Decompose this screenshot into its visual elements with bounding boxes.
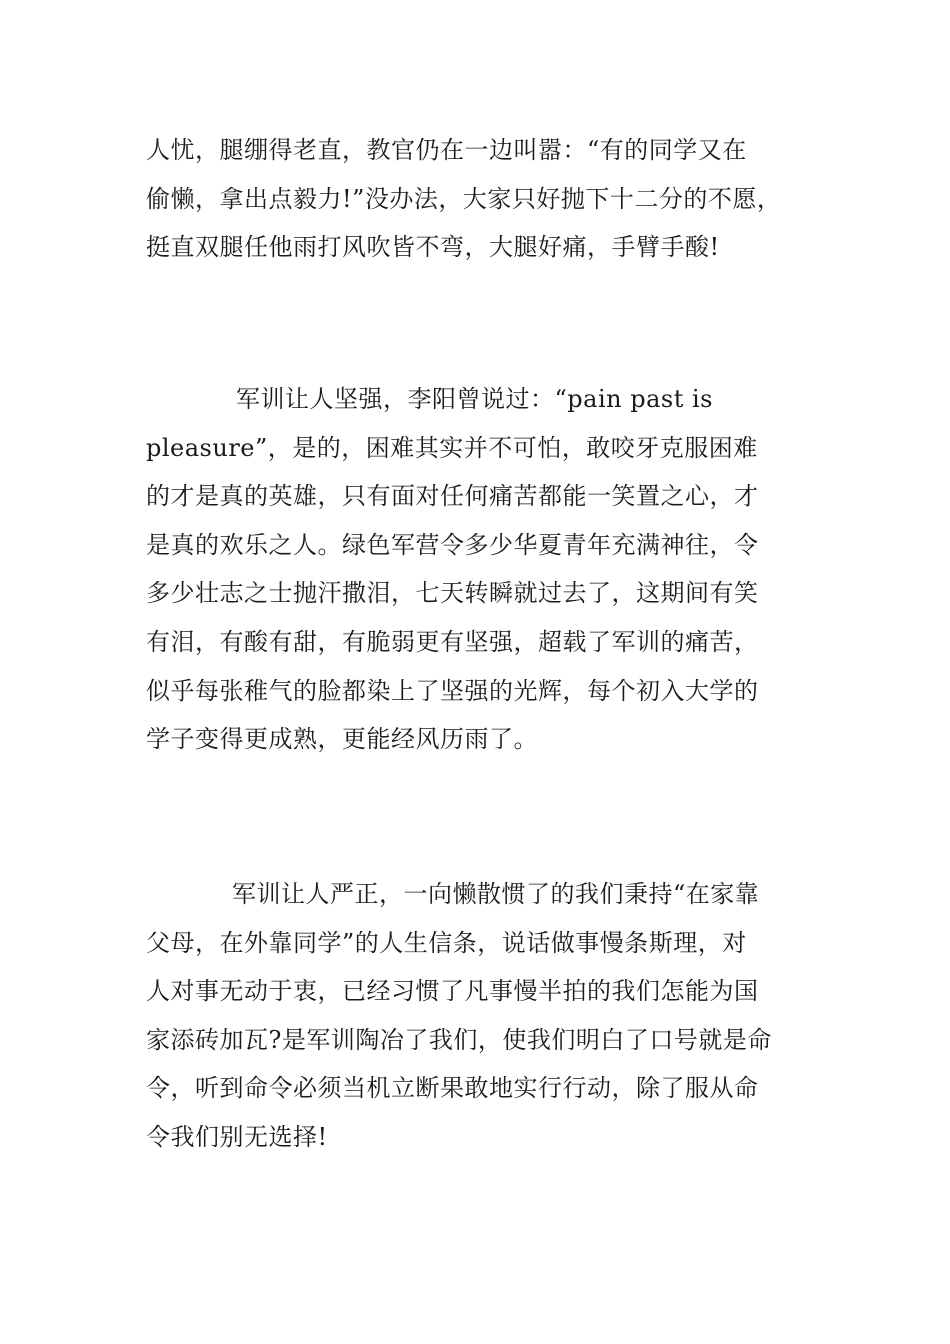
paragraph-line: 挺直双腿任他雨打风吹皆不弯，大腿好痛，手臂手酸!: [146, 233, 720, 262]
paragraph-3: [146, 870, 806, 1162]
paragraph-line: 人忧，腿绷得老直，教官仍在一边叫嚣：“有的同学又在: [146, 136, 747, 164]
paragraph-line: 偷懒，拿出点毅力!”没办法，大家只好抛下十二分的不愿，: [146, 184, 782, 213]
paragraph-line: 令我们别无选择!: [146, 1122, 328, 1151]
paragraph-line: 人对事无动于衷，已经习惯了凡事慢半拍的我们怎能为国: [146, 977, 759, 1006]
paragraph-line: pleasure”，是的，困难其实并不可怕，敢咬牙克服困难: [146, 433, 758, 462]
paragraph-line: 似乎每张稚气的脸都染上了坚强的光辉，每个初入大学的: [146, 676, 759, 705]
paragraph-line: 多少壮志之士抛汗撒泪，七天转瞬就过去了，这期间有笑: [146, 579, 759, 608]
paragraph-line: 的才是真的英雄，只有面对任何痛苦都能一笑置之心，才: [146, 482, 759, 511]
paragraph-1: [146, 126, 806, 272]
paragraph-line: 家添砖加瓦?是军训陶冶了我们，使我们明白了口号就是命: [146, 1025, 772, 1054]
paragraph-line: 父母，在外靠同学”的人生信条，说话做事慢条斯理，对: [146, 928, 747, 957]
paragraph-line: 是真的欢乐之人。绿色军营令多少华夏青年充满神往，令: [146, 530, 759, 559]
paragraph-2: [146, 375, 806, 764]
paragraph-line: 军训让人坚强，李阳曾说过：“pain past is: [236, 385, 713, 413]
paragraph-line: 令，听到命令必须当机立断果敢地实行行动，除了服从命: [146, 1074, 759, 1103]
paragraph-line: 有泪，有酸有甜，有脆弱更有坚强，超载了军训的痛苦，: [146, 627, 759, 656]
paragraph-line: 学子变得更成熟，更能经风历雨了。: [146, 725, 538, 754]
paragraph-line: 军训让人严正，一向懒散惯了的我们秉持“在家靠: [232, 880, 760, 908]
